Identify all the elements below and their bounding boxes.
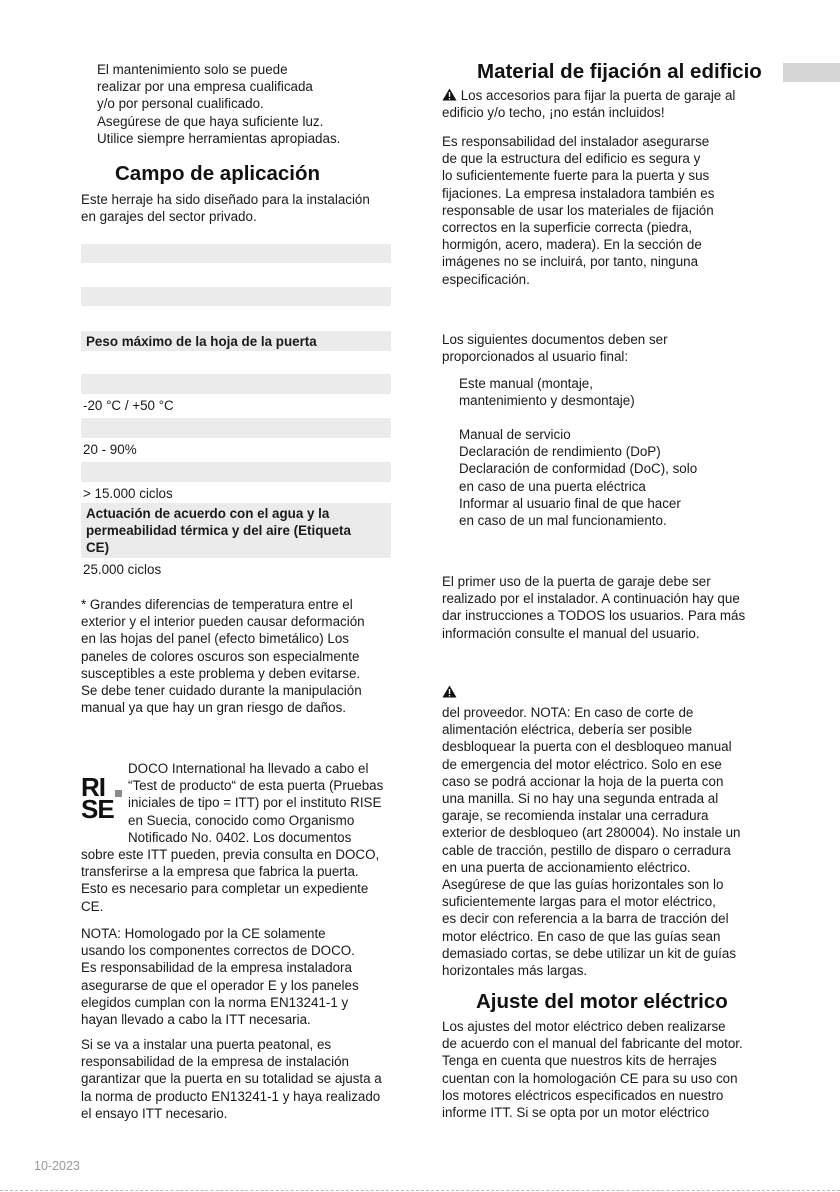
text-line: la norma de producto EN13241-1 y haya realizado <box>81 1088 381 1104</box>
rise-logo-text-ri: RI <box>81 772 105 802</box>
text-line: motor eléctrico. En caso de que las guías sean <box>442 928 721 944</box>
primer-uso-text <box>442 573 745 642</box>
text-line: El mantenimiento solo se puede <box>97 62 288 77</box>
text-line: informe ITT. Si se opta por un motor eléctrico <box>442 1105 710 1121</box>
text-line: lo suficientemente fuerte para la puerta y sus <box>442 168 710 184</box>
spec-row-blank <box>81 418 391 438</box>
spec-peso-label: Peso máximo de la hoja de la puerta <box>86 334 317 349</box>
spec-ce-value: 25.000 ciclos <box>83 562 162 577</box>
text-line: en una puerta de accionamiento eléctrico. <box>442 859 691 875</box>
text-line: caso se podrá accionar la hoja de la puerta con <box>442 773 724 789</box>
text-line: los motores eléctricos especificados en nuestro <box>442 1087 724 1103</box>
rise-logo-dot <box>115 790 122 797</box>
rise-text-indented <box>128 760 383 846</box>
text-line: cable de tracción, pestillo de disparo o cerradura <box>442 842 731 858</box>
rise-logo-text-se: SE <box>81 794 114 824</box>
material-warning <box>442 87 735 121</box>
warning-icon <box>442 685 457 698</box>
rise-text-full <box>81 846 379 915</box>
text-line: El primer uso de la puerta de garaje debe ser <box>442 574 711 589</box>
text-line: Utilice siempre herramientas apropiadas. <box>97 130 341 146</box>
peatonal-text <box>81 1036 382 1122</box>
text-line: una manilla. Si no hay una segunda entrada al <box>442 791 719 807</box>
nota-text <box>81 925 359 1028</box>
text-line: cuentan con la homologación CE para su uso con <box>442 1070 738 1086</box>
text-line: Notificado No. 0402. Los documentos <box>128 829 352 845</box>
text-line: Si se va a instalar una puerta peatonal, es <box>81 1037 332 1052</box>
text-line: “Test de producto“ de esta puerta (Pruebas <box>128 778 384 794</box>
text-line: hayan llevado a cabo la ITT necesaria. <box>81 1012 311 1028</box>
text-line: Este herraje ha sido diseñado para la instalación <box>81 192 370 207</box>
text-line: Los ajustes del motor eléctrico deben realizarse <box>442 1019 726 1034</box>
text-line: susceptibles a este problema y deben evitarse. <box>81 665 361 681</box>
text-line: del proveedor. NOTA: En caso de corte de <box>442 705 694 720</box>
text-line: CE. <box>81 898 104 914</box>
text-line: Asegúrese de que haya suficiente luz. <box>97 113 324 129</box>
text-line: en Suecia, conocido como Organismo <box>128 812 355 828</box>
rise-logo <box>81 772 123 824</box>
text-line: información consulte el manual del usuario. <box>442 625 700 641</box>
list-item: Este manual (montaje, <box>459 376 593 391</box>
text-line: responsable de usar los materiales de fijación <box>442 202 714 218</box>
docs-list-a <box>459 375 635 409</box>
spec-row-blank <box>81 287 391 306</box>
spec-row-blank <box>81 244 391 263</box>
text-line: correctos en la superficie correcta (piedra, <box>442 220 693 236</box>
text-line: horizontales más largas. <box>442 963 588 979</box>
text-line: * Grandes diferencias de temperatura entre el <box>81 597 353 612</box>
responsibility-text <box>442 133 714 288</box>
campo-text <box>81 191 370 225</box>
text-line: responsabilidad de la empresa de instalación <box>81 1054 349 1070</box>
text-line: especificación. <box>442 271 530 287</box>
text-line: Los siguientes documentos deben ser <box>442 332 668 347</box>
list-item: mantenimiento y desmontaje) <box>459 393 635 409</box>
spec-cycles-value: > 15.000 ciclos <box>83 486 173 501</box>
spec-row-blank <box>81 374 391 394</box>
text-line: de acuerdo con el manual del fabricante del motor. <box>442 1036 743 1052</box>
footer-divider <box>0 1190 840 1191</box>
text-line: transferirse a la empresa que fabrica la puerta. <box>81 864 359 880</box>
text-line: de emergencia del motor eléctrico. Solo en ese <box>442 756 722 772</box>
spec-row-blank <box>81 462 391 482</box>
text-line: elegidos cumplan con la norma EN13241-1 y <box>81 994 349 1010</box>
list-item: Manual de servicio <box>459 427 571 442</box>
text-line: dar instrucciones a TODOS los usuarios. Para más <box>442 608 746 624</box>
text-line: usando los componentes correctos de DOCO. <box>81 943 355 959</box>
text-line <box>442 87 735 104</box>
text-line: es decir con referencia a la barra de tracción del <box>442 911 729 927</box>
text-line: garaje, se recomienda instalar una cerradura <box>442 808 709 824</box>
text-line: imágenes no se incluirá, por tanto, ninguna <box>442 254 699 270</box>
text-line: realizado por el instalador. A continuación hay que <box>442 591 740 607</box>
text-line: desbloquear la puerta con el desbloqueo manual <box>442 739 732 755</box>
text-line: realizar por una empresa cualificada <box>97 79 313 95</box>
text-line: exterior y el interior pueden causar deformación <box>81 614 365 630</box>
text-line: Es responsabilidad de la empresa instaladora <box>81 960 352 976</box>
docs-intro <box>442 331 668 365</box>
text-line: CE) <box>86 540 110 556</box>
temperature-note <box>81 596 365 716</box>
intro-text <box>97 61 340 147</box>
warning-text: Los accesorios para fijar la puerta de garaje al <box>457 88 736 103</box>
text-line: suficientemente largas para el motor eléctrico, <box>442 894 716 910</box>
text-line: y/o por personal cualificado. <box>97 96 264 112</box>
docs-list-b <box>459 426 697 529</box>
text-line: NOTA: Homologado por la CE solamente <box>81 926 326 941</box>
ajuste-title: Ajuste del motor eléctrico <box>476 990 728 1013</box>
spec-temp-value: -20 °C / +50 °C <box>83 398 174 413</box>
text-line: garantizar que la puerta en su totalidad se ajusta a <box>81 1071 382 1087</box>
list-item: Informar al usuario final de que hacer <box>459 495 681 511</box>
text-line: Esto es necesario para completar un expediente <box>81 881 369 897</box>
section-tab-marker <box>783 63 840 82</box>
text-line: edificio y/o techo, ¡no están incluidos! <box>442 105 665 121</box>
text-line: Actuación de acuerdo con el agua y la <box>86 506 330 521</box>
campo-title: Campo de aplicación <box>115 162 321 185</box>
text-line: fijaciones. La empresa instaladora también es <box>442 185 715 201</box>
text-line: asegurarse de que el operador E y los paneles <box>81 977 359 993</box>
footer-date: 10-2023 <box>34 1159 80 1173</box>
text-line: manual ya que hay un gran riesgo de daños. <box>81 700 347 716</box>
text-line: en garajes del sector privado. <box>81 209 257 225</box>
text-line: Se debe tener cuidado durante la manipulación <box>81 683 362 699</box>
text-line: el ensayo ITT necesario. <box>81 1105 228 1121</box>
text-line: Asegúrese de que las guías horizontales son lo <box>442 877 724 893</box>
text-line: en las hojas del panel (efecto bimetálico) Los <box>81 631 349 647</box>
spec-humidity-value: 20 - 90% <box>83 442 137 457</box>
text-line: permeabilidad térmica y del aire (Etiqueta <box>86 523 351 539</box>
text-line: paneles de colores oscuros son especialmente <box>81 648 360 664</box>
proveedor-text <box>442 704 741 979</box>
list-item: en caso de un mal funcionamiento. <box>459 513 667 529</box>
text-line: de que la estructura del edificio es segura y <box>442 151 701 167</box>
warning-icon <box>442 88 457 101</box>
list-item: en caso de una puerta eléctrica <box>459 478 646 494</box>
text-line: Es responsabilidad del instalador asegurarse <box>442 134 710 149</box>
material-title: Material de fijación al edificio <box>477 60 762 83</box>
spec-ce-label <box>86 505 351 557</box>
text-line: alimentación eléctrica, debería ser posible <box>442 722 693 738</box>
text-line: proporcionados al usuario final: <box>442 349 629 365</box>
list-item: Declaración de rendimiento (DoP) <box>459 444 661 460</box>
text-line: sobre este ITT pueden, previa consulta en DOCO, <box>81 847 380 862</box>
text-line: DOCO International ha llevado a cabo el <box>128 761 369 776</box>
text-line: iniciales de tipo = ITT) por el instituto RISE <box>128 795 382 811</box>
text-line: exterior de desbloqueo (art 280004). No instale un <box>442 825 741 841</box>
text-line: demasiado cortas, se debe utilizar un kit de guías <box>442 945 737 961</box>
list-item: Declaración de conformidad (DoC), solo <box>459 461 698 477</box>
ajuste-text <box>442 1018 743 1121</box>
text-line: hormigón, acero, madera). En la sección de <box>442 237 702 253</box>
text-line: Tenga en cuenta que nuestros kits de herrajes <box>442 1053 717 1069</box>
